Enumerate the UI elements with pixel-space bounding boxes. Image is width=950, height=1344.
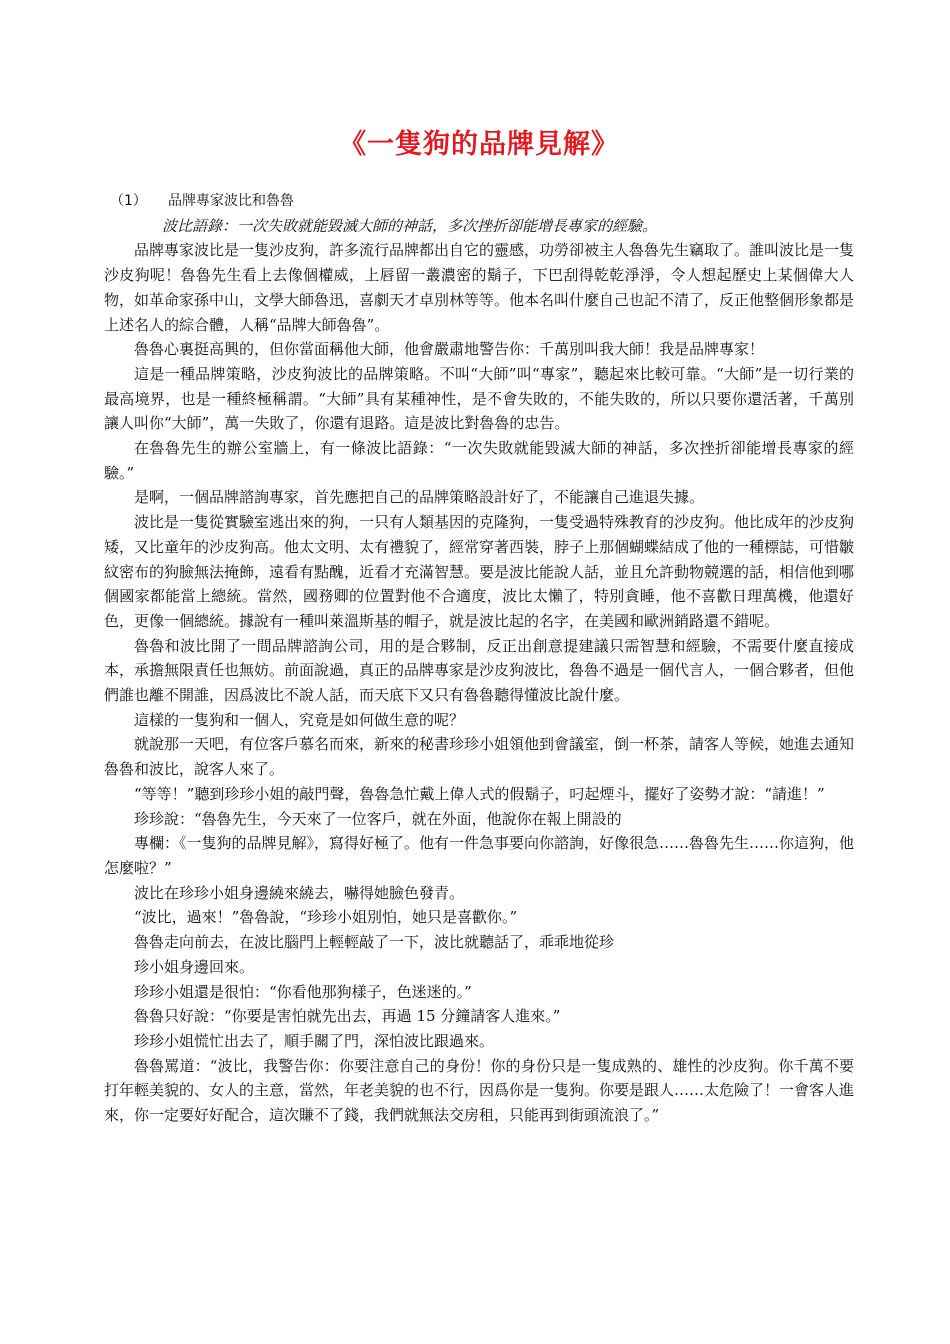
motto-quote: 波比語錄：一次失敗就能毀滅大師的神話，多次挫折卻能增長專家的經驗。	[162, 216, 658, 235]
paragraph: 魯魯走向前去，在波比腦門上輕輕敲了一下，波比就聽話了，乖乖地從珍	[134, 933, 615, 952]
section-number: （1）	[110, 193, 147, 209]
paragraph: 珍小姐身邊回來。	[134, 957, 255, 976]
document-title: 《一隻狗的品牌見解》	[339, 129, 619, 160]
section-title: 品牌專家波比和魯魯	[168, 193, 294, 209]
paragraph: 品牌專家波比是一隻沙皮狗，許多流行品牌都出自它的靈感，功勞卻被主人魯魯先生竊取了。誰叫波比是一隻沙皮狗呢！魯魯先生看上去像個權威，上唇留一叢濃密的鬍子，下巴刮得乾乾淨淨，令人想起歷史上某個偉大人物，如革命家孫中山，文學大師魯迅，喜劇天才卓別林等等。他本名叫什麼自己也記不清了，反正他整個形象都是上述名人的綜合體，人稱“品牌大師魯魯”。	[104, 241, 855, 334]
paragraph: 這是一種品牌策略，沙皮狗波比的品牌策略。不叫“大師”叫“專家”，聽起來比較可靠。“大師”是一切行業的最高境界，也是一種終極稱謂。“大師”具有某種神性，是不會失敗的，不能失敗的，所以只要你還活著，千萬別讓人叫你“大師”，萬一失敗了，你還有退路。這是波比對魯魯的忠告。	[104, 364, 854, 433]
paragraph: 專欄：《一隻狗的品牌見解》，寫得好極了。他有一件急事要向你諮詢，好像很急……魯魯先生……你這狗，他怎麼啦？”	[104, 834, 855, 877]
paragraph: 在魯魯先生的辦公室牆上，有一條波比語錄：“一次失敗就能毀滅大師的神話，多次挫折卻能增長專家的經驗。”	[104, 439, 854, 482]
paragraph: 魯魯和波比開了一間品牌諮詢公司，用的是合夥制，反正出創意提建議只需智慧和經驗，不需要什麼直接成本，承擔無限責任也無妨。前面說過，真正的品牌專家是沙皮狗波比，魯魯不過是一個代言人，一個合夥者，但他們誰也離不開誰，因爲波比不說人話，而天底下又只有魯魯聽得懂波比說什麼。	[104, 636, 855, 705]
paragraph: 這樣的一隻狗和一個人，究竟是如何做生意的呢？	[134, 710, 465, 729]
paragraph: 魯魯心裏挺高興的，但你當面稱他大師，他會嚴肅地警告你：千萬別叫我大師！我是品牌專家！	[134, 340, 765, 359]
section-heading	[104, 189, 854, 214]
document-body	[104, 189, 854, 1128]
paragraph: 就說那一天吧，有位客戶慕名而來，新來的秘書珍珍小姐領他到會議室，倒一杯茶，請客人等候，她進去通知魯魯和波比，說客人來了。	[104, 735, 855, 779]
paragraph: 珍珍說：“魯魯先生，今天來了一位客戶，就在外面，他說你在報上開設的	[134, 809, 622, 828]
paragraph: 魯魯只好說：“你要是害怕就先出去，再過 15 分鐘請客人進來。”	[134, 1007, 561, 1026]
paragraph: 波比是一隻從實驗室逃出來的狗，一只有人類基因的克隆狗，一隻受過特殊教育的沙皮狗。他比成年的沙皮狗矮，又比童年的沙皮狗高。他太文明、太有禮貌了，經常穿著西裝，脖子上那個蝴蝶結成了他的一種標誌，可惜皺紋密布的狗臉無法掩飾，遠看有點醜，近看才充滿智慧。要是波比能說人話，並且允許動物競選的話，相信他到哪個國家都能當上總統。當然，國務卿的位置對他不合適度，波比太懶了，特別貪睡，他不喜歡日理萬機，他還好色，更像一個總統。據說有一種叫萊溫斯基的帽子，就是波比起的名字，在美國和歐洲銷路還不錯呢。	[104, 513, 855, 630]
paragraph: 珍珍小姐還是很怕：“你看他那狗樣子，色迷迷的。”	[134, 982, 472, 1001]
paragraph: 是啊，一個品牌諮詢專家，首先應把自己的品牌策略設計好了，不能讓自己進退失據。	[134, 488, 705, 507]
paragraph: 波比在珍珍小姐身邊繞來繞去，嚇得她臉色發青。	[134, 883, 465, 902]
paragraph: “等等！”聽到珍珍小姐的敲門聲，魯魯急忙戴上偉人式的假鬍子，叼起煙斗，擺好了姿勢才說：“請進！”	[134, 784, 825, 803]
paragraph: 魯魯罵道：“波比，我警告你：你要注意自己的身份！你的身份只是一隻成熟的、雄性的沙皮狗。你千萬不要打年輕美貌的、女人的主意，當然，年老美貌的也不行，因爲你是一隻狗。你要是跟人……太危險了！一會客人進來，你一定要好好配合，這次賺不了錢，我們就無法交房租，只能再到街頭流浪了。”	[104, 1056, 855, 1125]
paragraph: “波比，過來！”魯魯說，“珍珍小姐別怕，她只是喜歡你。”	[134, 908, 518, 927]
paragraph: 珍珍小姐慌忙出去了，順手關了門，深怕波比跟過來。	[134, 1031, 495, 1050]
